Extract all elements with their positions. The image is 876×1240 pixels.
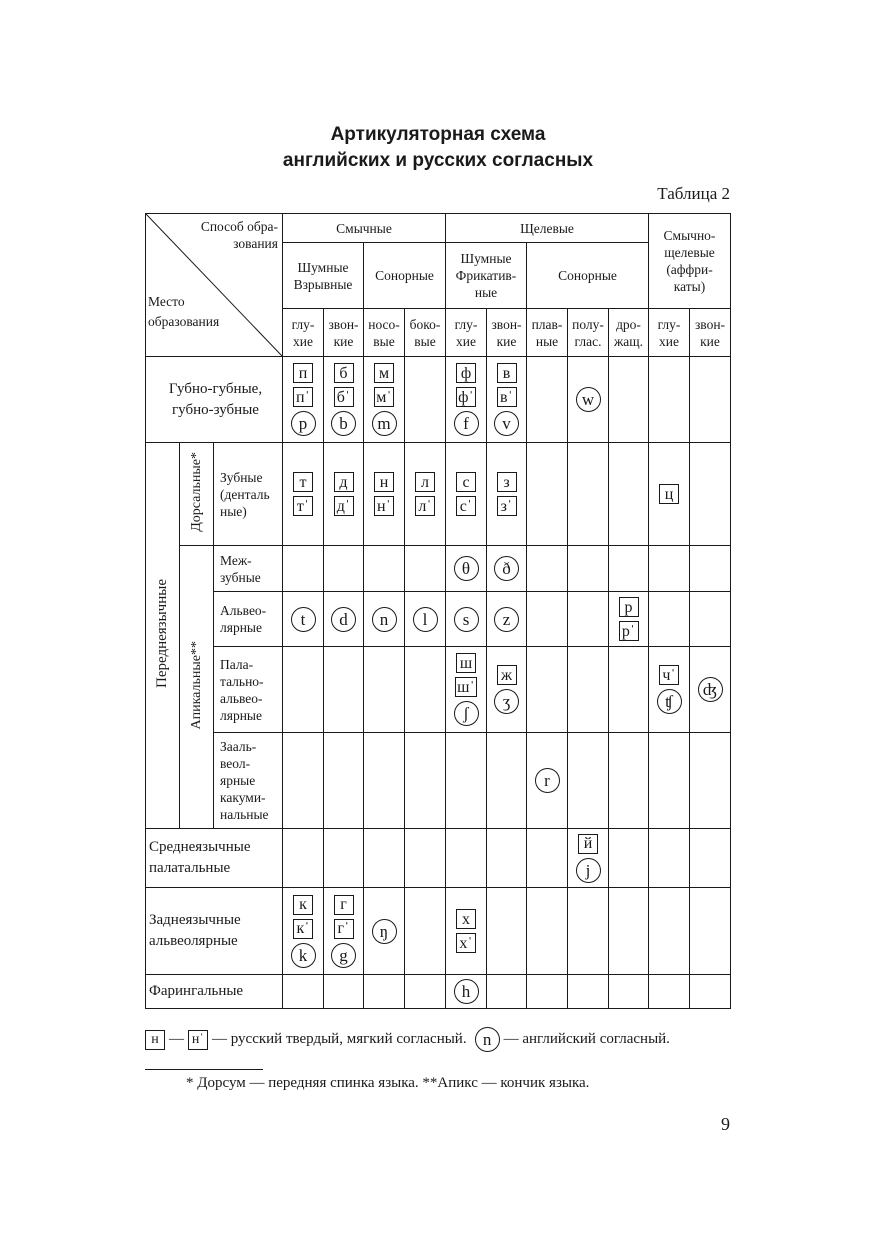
manner-label: Способ обра- зования: [200, 219, 278, 251]
place-label: Место образования: [148, 294, 220, 329]
column-header: дро- жащ.: [609, 309, 649, 357]
symbol-cell: [568, 592, 609, 647]
symbol-cell: [405, 733, 446, 829]
english-consonant-circle: ʃ: [454, 701, 479, 726]
russian-consonant-box: з: [497, 472, 517, 492]
header-noisy-plosive: Шумные Взрывные: [283, 243, 364, 309]
russian-consonant-box: ц: [659, 484, 679, 504]
russian-consonant-box: чˈ: [659, 665, 679, 685]
english-consonant-circle: n: [372, 607, 397, 632]
russian-consonant-box: кˈ: [293, 919, 313, 939]
russian-consonant-box: д: [334, 472, 354, 492]
column-header: носо- вые: [364, 309, 405, 357]
symbol-cell: [446, 592, 487, 647]
table-number: Таблица 2: [657, 184, 730, 203]
symbol-cell: [283, 647, 324, 733]
russian-consonant-box: х: [456, 909, 476, 929]
russian-consonant-box: пˈ: [293, 387, 313, 407]
symbol-cell: [324, 592, 364, 647]
legend-dash-1: —: [169, 1031, 184, 1047]
column-header: плав- ные: [527, 309, 568, 357]
column-header: полу- глас.: [568, 309, 609, 357]
symbol-cell: [609, 592, 649, 647]
symbol-cell: [649, 733, 690, 829]
english-consonant-circle: p: [291, 411, 316, 436]
english-consonant-circle: v: [494, 411, 519, 436]
english-consonant-circle: ŋ: [372, 919, 397, 944]
header-sonorant-fricatives: Сонорные: [527, 243, 649, 309]
symbol-cell: [364, 733, 405, 829]
row-label-pharyngeal: Фарингальные: [146, 975, 283, 1009]
symbol-cell: [446, 888, 487, 975]
russian-consonant-box: ф: [456, 363, 476, 383]
symbol-cell: [405, 888, 446, 975]
russian-consonant-box: сˈ: [456, 496, 476, 516]
symbol-cell: [527, 975, 568, 1009]
page-title-line1: Артикуляторная схема: [330, 124, 546, 145]
symbol-cell: [609, 443, 649, 546]
symbol-cell: [405, 592, 446, 647]
symbol-cell: [649, 546, 690, 592]
column-header: звон- кие: [487, 309, 527, 357]
symbol-cell: [609, 888, 649, 975]
symbol-cell: [649, 888, 690, 975]
russian-consonant-box: г: [334, 895, 354, 915]
symbol-cell: [283, 546, 324, 592]
symbol-cell: [283, 829, 324, 888]
header-stops: Смычные: [283, 214, 446, 243]
symbol-cell: [649, 647, 690, 733]
row-label-dorsal-cell: [180, 443, 214, 546]
symbol-cell: [283, 733, 324, 829]
row-label-mediolingual: Среднеязычные палатальные: [146, 829, 283, 888]
row-label-interdental: Меж- зубные: [214, 546, 283, 592]
english-consonant-circle: ʤ: [698, 677, 723, 702]
symbol-cell: [487, 592, 527, 647]
symbol-cell: [324, 975, 364, 1009]
russian-consonant-box: ш: [456, 653, 476, 673]
english-consonant-circle: t: [291, 607, 316, 632]
symbol-cell: [364, 647, 405, 733]
symbol-cell: [324, 888, 364, 975]
symbol-cell: [690, 733, 731, 829]
column-header: глу- хие: [283, 309, 324, 357]
russian-consonant-box: мˈ: [374, 387, 394, 407]
symbol-cell: [609, 829, 649, 888]
symbol-cell: [324, 647, 364, 733]
symbol-cell: [568, 733, 609, 829]
russian-consonant-box: й: [578, 834, 598, 854]
symbol-cell: [324, 829, 364, 888]
symbol-cell: [364, 546, 405, 592]
articulation-table: [145, 213, 731, 1009]
symbol-cell: [446, 829, 487, 888]
symbol-cell: [568, 443, 609, 546]
english-consonant-circle: b: [331, 411, 356, 436]
row-label-palatoalveolar: Пала- тально- альвео- лярные: [214, 647, 283, 733]
russian-consonant-box: вˈ: [497, 387, 517, 407]
english-consonant-circle: θ: [454, 556, 479, 581]
row-label-dental: Зубные (денталь ные): [214, 443, 283, 546]
english-consonant-circle: k: [291, 943, 316, 968]
english-consonant-circle: j: [576, 858, 601, 883]
symbol-cell: [405, 546, 446, 592]
row-label-forelingual: Переднеязычные: [154, 579, 170, 688]
symbol-cell: [690, 443, 731, 546]
symbol-cell: [609, 975, 649, 1009]
symbol-cell: [527, 733, 568, 829]
russian-consonant-box: р: [619, 597, 639, 617]
column-header: боко- вые: [405, 309, 446, 357]
symbol-cell: [527, 888, 568, 975]
symbol-cell: [690, 829, 731, 888]
russian-consonant-box: рˈ: [619, 621, 639, 641]
symbol-cell: [324, 357, 364, 443]
symbol-cell: [364, 888, 405, 975]
page-number: 9: [721, 1114, 730, 1134]
symbol-cell: [649, 357, 690, 443]
english-consonant-circle: r: [535, 768, 560, 793]
row-label-labial: Губно-губные, губно-зубные: [146, 357, 283, 443]
legend-en-circle: n: [475, 1027, 500, 1052]
symbol-cell: [283, 443, 324, 546]
symbol-cell: [405, 357, 446, 443]
english-consonant-circle: ʒ: [494, 689, 519, 714]
symbol-cell: [487, 546, 527, 592]
russian-consonant-box: зˈ: [497, 496, 517, 516]
symbol-cell: [527, 443, 568, 546]
symbol-cell: [487, 357, 527, 443]
column-header: звон- кие: [690, 309, 731, 357]
symbol-cell: [527, 592, 568, 647]
header-fricatives: Щелевые: [446, 214, 649, 243]
symbol-cell: [487, 733, 527, 829]
row-label-apical-cell: [180, 546, 214, 829]
row-label-backlingual: Заднеязычные альвеолярные: [146, 888, 283, 975]
symbol-cell: [527, 357, 568, 443]
symbol-cell: [364, 592, 405, 647]
symbol-cell: [324, 733, 364, 829]
english-consonant-circle: s: [454, 607, 479, 632]
header-noisy-fricative: Шумные Фрикатив- ные: [446, 243, 527, 309]
symbol-cell: [649, 592, 690, 647]
english-consonant-circle: g: [331, 943, 356, 968]
symbol-cell: [609, 546, 649, 592]
column-header: глу- хие: [446, 309, 487, 357]
symbol-cell: [527, 647, 568, 733]
symbol-cell: [364, 975, 405, 1009]
russian-consonant-box: шˈ: [457, 678, 475, 696]
legend-hard-box: н: [145, 1030, 165, 1050]
russian-consonant-box: тˈ: [293, 496, 313, 516]
russian-consonant-box: п: [293, 363, 313, 383]
symbol-cell: [690, 888, 731, 975]
symbol-cell: [446, 546, 487, 592]
symbol-cell: [405, 647, 446, 733]
symbol-cell: [568, 829, 609, 888]
column-header: глу- хие: [649, 309, 690, 357]
russian-consonant-box: м: [374, 363, 394, 383]
russian-consonant-box: гˈ: [334, 919, 354, 939]
symbol-cell: [364, 357, 405, 443]
column-header: звон- кие: [324, 309, 364, 357]
symbol-cell: [487, 443, 527, 546]
symbol-cell: [364, 443, 405, 546]
english-consonant-circle: f: [454, 411, 479, 436]
russian-consonant-box: к: [293, 895, 313, 915]
symbol-cell: [283, 357, 324, 443]
legend-ru-text: — русский твердый, мягкий согласный.: [212, 1031, 467, 1047]
english-consonant-circle: ð: [494, 556, 519, 581]
symbol-cell: [283, 592, 324, 647]
symbol-cell: [487, 888, 527, 975]
russian-consonant-box: с: [456, 472, 476, 492]
symbol-cell: [324, 546, 364, 592]
symbol-cell: [487, 975, 527, 1009]
english-consonant-circle: z: [494, 607, 519, 632]
english-consonant-circle: ʧ: [657, 689, 682, 714]
symbol-cell: [324, 443, 364, 546]
header-affricates: Смычно- щелевые (аффри- каты): [649, 214, 731, 309]
symbol-cell: [405, 975, 446, 1009]
row-label-apical: Апикальные**: [189, 640, 204, 730]
symbol-cell: [405, 829, 446, 888]
symbol-cell: [446, 443, 487, 546]
symbol-cell: [568, 975, 609, 1009]
symbol-cell: [283, 888, 324, 975]
symbol-cell: [487, 829, 527, 888]
russian-consonant-box: лˈ: [415, 496, 435, 516]
symbol-cell: [690, 546, 731, 592]
symbol-cell: [446, 647, 487, 733]
english-consonant-circle: w: [576, 387, 601, 412]
symbol-cell: [283, 975, 324, 1009]
page-title-line2: английских и русских согласных: [282, 150, 594, 171]
symbol-cell: [446, 357, 487, 443]
russian-consonant-box: л: [415, 472, 435, 492]
russian-consonant-box: бˈ: [334, 387, 354, 407]
legend-en-text: — английский согласный.: [503, 1031, 670, 1047]
legend: [145, 1027, 670, 1052]
row-label-alveolar: Альвео- лярные: [214, 592, 283, 647]
symbol-cell: [690, 647, 731, 733]
symbol-cell: [568, 546, 609, 592]
russian-consonant-box: хˈ: [456, 933, 476, 953]
legend-soft-box: нˈ: [188, 1030, 208, 1050]
symbol-cell: [649, 975, 690, 1009]
symbol-cell: [609, 733, 649, 829]
russian-consonant-box: фˈ: [456, 387, 476, 407]
russian-consonant-box: дˈ: [334, 496, 354, 516]
russian-consonant-box: в: [497, 363, 517, 383]
russian-consonant-box: б: [334, 363, 354, 383]
symbol-cell: [609, 357, 649, 443]
symbol-cell: [568, 647, 609, 733]
russian-consonant-box: т: [293, 472, 313, 492]
symbol-cell: [487, 647, 527, 733]
symbol-cell: [609, 647, 649, 733]
russian-consonant-box: ж: [497, 665, 517, 685]
english-consonant-circle: l: [413, 607, 438, 632]
header-corner-cell: [146, 214, 283, 357]
row-label-forelingual-cell: [146, 443, 180, 829]
russian-consonant-box: н: [374, 472, 394, 492]
english-consonant-circle: d: [331, 607, 356, 632]
symbol-cell: [527, 829, 568, 888]
footnote: * Дорсум — передняя спинка языка. **Апикс — кончик языка.: [186, 1075, 590, 1091]
symbol-cell: [568, 357, 609, 443]
symbol-cell: [364, 829, 405, 888]
english-consonant-circle: h: [454, 979, 479, 1004]
symbol-cell: [690, 357, 731, 443]
symbol-cell: [527, 546, 568, 592]
row-label-retroflex: Зааль- веол- ярные какуми- нальные: [214, 733, 283, 829]
symbol-cell: [405, 443, 446, 546]
symbol-cell: [690, 975, 731, 1009]
footnote-rule: [145, 1069, 263, 1070]
header-sonorant-stops: Сонорные: [364, 243, 446, 309]
symbol-cell: [446, 733, 487, 829]
symbol-cell: [568, 888, 609, 975]
symbol-cell: [649, 443, 690, 546]
symbol-cell: [690, 592, 731, 647]
english-consonant-circle: m: [372, 411, 397, 436]
symbol-cell: [446, 975, 487, 1009]
row-label-dorsal: Дорсальные*: [189, 452, 204, 532]
russian-consonant-box: нˈ: [374, 496, 394, 516]
symbol-cell: [649, 829, 690, 888]
